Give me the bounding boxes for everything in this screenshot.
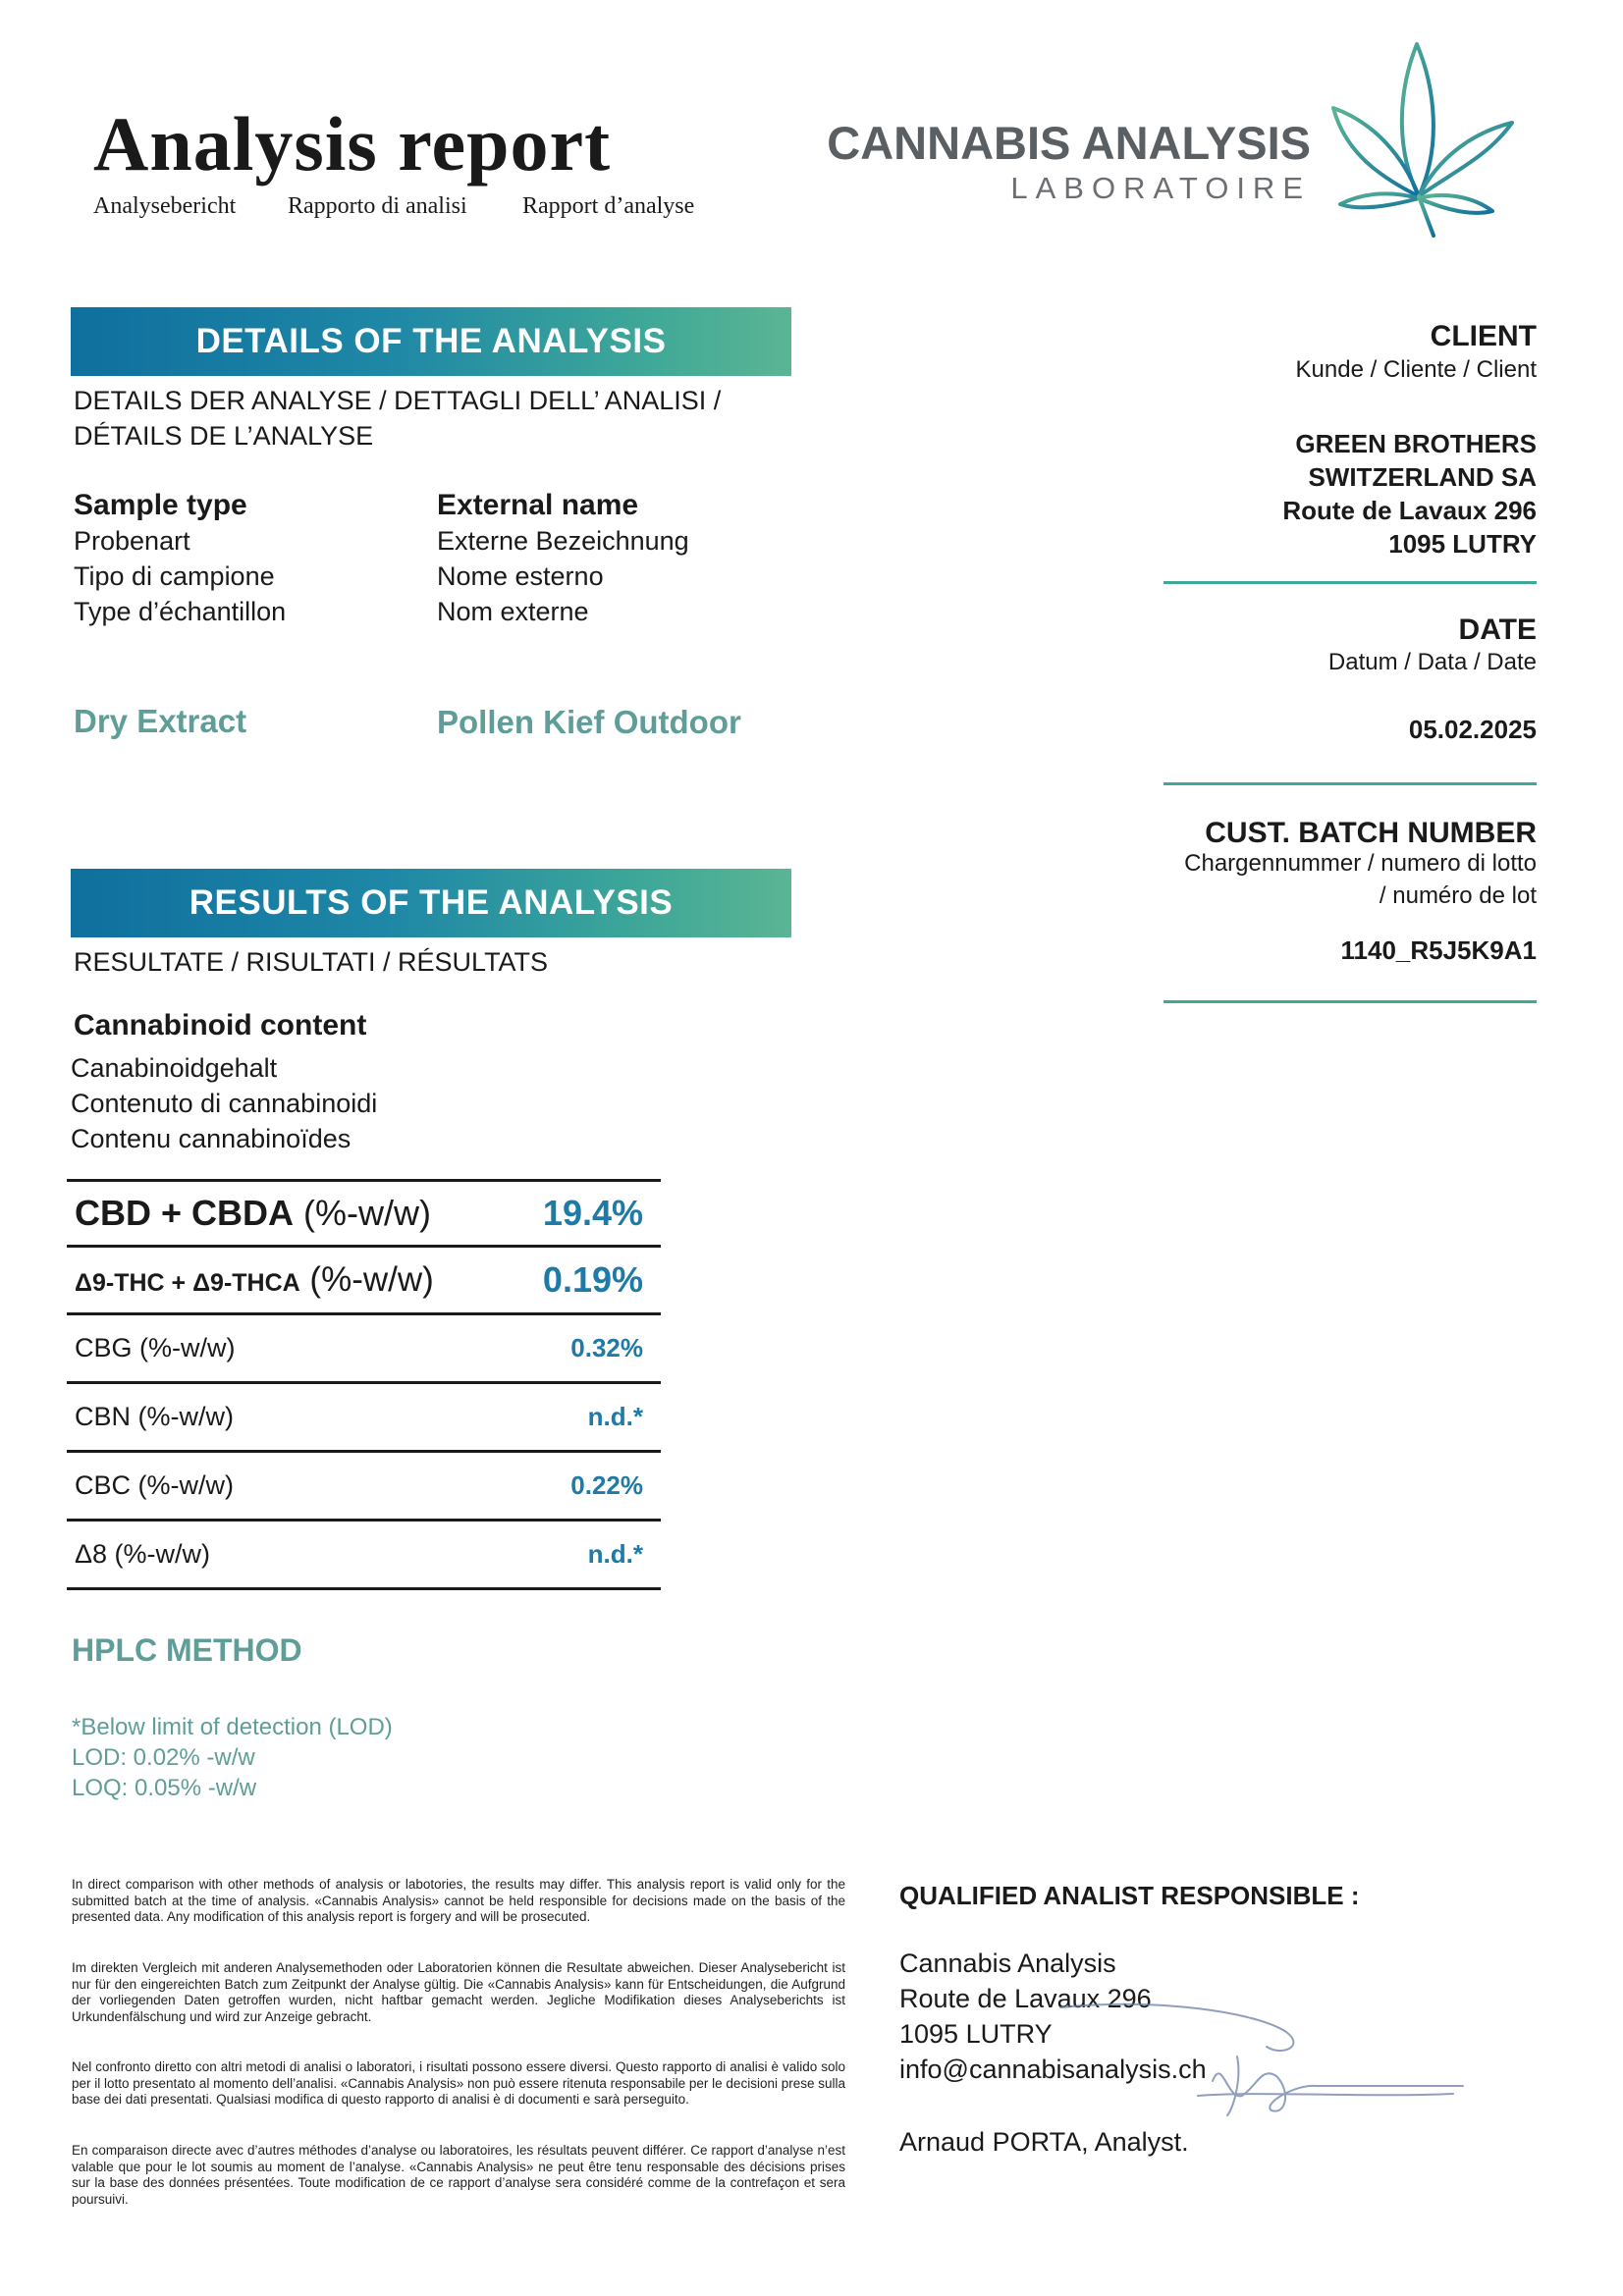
report-subtitle-it: Rapporto di analisi	[288, 193, 467, 219]
batch-heading: CUST. BATCH NUMBER	[1205, 817, 1537, 849]
lod-notes	[72, 1712, 393, 1803]
result-value: 19.4%	[542, 1193, 643, 1233]
cannabinoid-label: Cannabinoid content	[74, 1009, 367, 1041]
table-row	[67, 1383, 661, 1452]
analyst-line-1: Cannabis Analysis	[899, 1949, 1116, 1978]
report-subtitle-fr: Rapport d’analyse	[522, 193, 695, 219]
lab-name: CANNABIS ANALYSIS	[827, 117, 1311, 169]
result-value: 0.22%	[570, 1470, 643, 1500]
disclaimer-it: Nel confronto diretto con altri metodi di analisi o laboratori, i risultati possono essere diversi. Questo rapporto di analisi è valido solo per il lotto presentato al momento dell’analisi. «Cannabis Analysis» non può essere ritenuta responsabile per le decisioni prese sulla base dei dati presentati. Qualsiasi modifica di questo rapporto di analisi è di documenti e sarà perseguito.	[72, 2059, 845, 2107]
date-subtitle: Datum / Data / Date	[1327, 649, 1537, 675]
batch-subtitle-line2: / numéro de lot	[1379, 882, 1537, 909]
result-name: CBN (%-w/w)	[75, 1402, 234, 1431]
sample-type-translations	[74, 523, 286, 629]
results-table	[67, 1179, 661, 1590]
date-value: 05.02.2025	[1408, 715, 1537, 744]
lab-subtitle: LABORATOIRE	[1010, 171, 1311, 205]
result-name: CBC (%-w/w)	[75, 1470, 234, 1500]
result-name: Δ9-THC + Δ9-THCA (%-w/w)	[75, 1260, 434, 1299]
disclaimer-fr: En comparaison directe avec d’autres méthodes d’analyse ou laboratoires, les résultats peuvent différer. Ce rapport d’analyse n’est valable que pour le lot soumis au moment de l’analyse. «Cannabis Analysis» ne peut être tenu responsable des décisions prises sur la base des données présentées. Toute modification de ce rapport d’analyse sera considéré comme de la contrefaçon et sera poursuivi.	[72, 2143, 845, 2207]
sample-type-label: Sample type	[74, 489, 247, 521]
client-line-4: 1095 LUTRY	[1388, 529, 1537, 559]
report-title: Analysis report	[93, 101, 612, 187]
divider	[1163, 581, 1537, 584]
external-name-fr: Nom externe	[437, 597, 589, 626]
disclaimer-en: In direct comparison with other methods of analysis or labotories, the results may differ. This analysis report is valid only for the submitted batch at the time of analysis. «Cannabis Analysis» cannot be held responsible for decisions made on the basis of the presented data. Any modification of this analysis report is forgery and will be prosecuted.	[72, 1877, 845, 1924]
divider	[1163, 782, 1537, 785]
sample-type-fr: Type d’échantillon	[74, 597, 287, 626]
cannabinoid-translations	[71, 1050, 377, 1156]
report-subtitle-de: Analysebericht	[93, 193, 237, 219]
table-row	[67, 1452, 661, 1521]
client-address	[1129, 427, 1537, 561]
external-name-translations	[437, 523, 689, 629]
details-subtitle-line2: DÉTAILS DE L’ANALYSE	[74, 421, 374, 451]
analyst-email: info@cannabisanalysis.ch	[899, 2055, 1207, 2084]
cannabis-leaf-logo-icon	[1325, 39, 1522, 240]
sample-type-value: Dry Extract	[74, 703, 247, 739]
result-value: 0.32%	[570, 1333, 643, 1362]
result-name: CBG (%-w/w)	[75, 1333, 236, 1362]
analyst-heading: QUALIFIED ANALIST RESPONSIBLE :	[899, 1881, 1360, 1910]
client-subtitle: Kunde / Cliente / Client	[1295, 356, 1537, 383]
external-name-it: Nome esterno	[437, 561, 604, 591]
result-value: 0.19%	[542, 1259, 643, 1300]
client-line-1: GREEN BROTHERS	[1295, 429, 1537, 458]
sample-type-de: Probenart	[74, 526, 190, 556]
hplc-method: HPLC METHOD	[72, 1632, 302, 1668]
sample-type-it: Tipo di campione	[74, 561, 275, 591]
details-subtitle-line1: DETAILS DER ANALYSE / DETTAGLI DELL’ ANALISI /	[74, 386, 722, 415]
divider	[1163, 1000, 1537, 1003]
table-row	[67, 1181, 661, 1247]
external-name-label: External name	[437, 489, 639, 521]
analyst-line-3: 1095 LUTRY	[899, 2019, 1053, 2049]
client-line-3: Route de Lavaux 296	[1282, 496, 1537, 525]
result-value: n.d.*	[587, 1539, 643, 1569]
cannabinoid-de: Canabinoidgehalt	[71, 1053, 278, 1083]
external-name-de: Externe Bezeichnung	[437, 526, 689, 556]
result-name: CBD + CBDA (%-w/w)	[75, 1193, 431, 1233]
table-row	[67, 1247, 661, 1314]
cannabinoid-it: Contenuto di cannabinoidi	[71, 1089, 378, 1118]
external-name-value: Pollen Kief Outdoor	[437, 704, 741, 740]
analyst-name: Arnaud PORTA, Analyst.	[899, 2127, 1189, 2157]
loq-value: LOQ: 0.05% -w/w	[72, 1775, 257, 1801]
lod-value: LOD: 0.02% -w/w	[72, 1744, 255, 1771]
results-banner: RESULTS OF THE ANALYSIS	[71, 869, 791, 937]
client-line-2: SWITZERLAND SA	[1308, 462, 1537, 492]
result-value: n.d.*	[587, 1402, 643, 1431]
lod-note: *Below limit of detection (LOD)	[72, 1714, 393, 1740]
signature-icon	[1041, 1988, 1473, 2135]
batch-subtitle-line1: Chargennummer / numero di lotto	[1184, 850, 1537, 877]
results-subtitle: RESULTATE / RISULTATI / RÉSULTATS	[74, 947, 549, 977]
result-name: Δ8 (%-w/w)	[75, 1539, 211, 1569]
date-heading: DATE	[1458, 614, 1537, 646]
analyst-line-2: Route de Lavaux 296	[899, 1984, 1152, 2013]
details-banner: DETAILS OF THE ANALYSIS	[71, 307, 791, 376]
disclaimer-de: Im direkten Vergleich mit anderen Analysemethoden oder Laboratorien können die Resultate abweichen. Dieser Analysebericht ist nur für den eingereichten Batch zum Zeitpunkt der Analyse gültig. Die «Cannabis Analysis» kann für Entscheidungen, die Aufgrund der vorliegenden Daten getroffen wurden, nicht haftbar gemacht werden. Jegliche Modifikation dieses Analyseberichts ist Urkundenfälschung und wird zur Anzeige gebracht.	[72, 1960, 845, 2024]
table-row	[67, 1314, 661, 1383]
client-heading: CLIENT	[1430, 320, 1537, 352]
batch-value: 1140_R5J5K9A1	[1340, 935, 1537, 965]
cannabinoid-fr: Contenu cannabinoïdes	[71, 1124, 352, 1153]
table-row	[67, 1521, 661, 1589]
